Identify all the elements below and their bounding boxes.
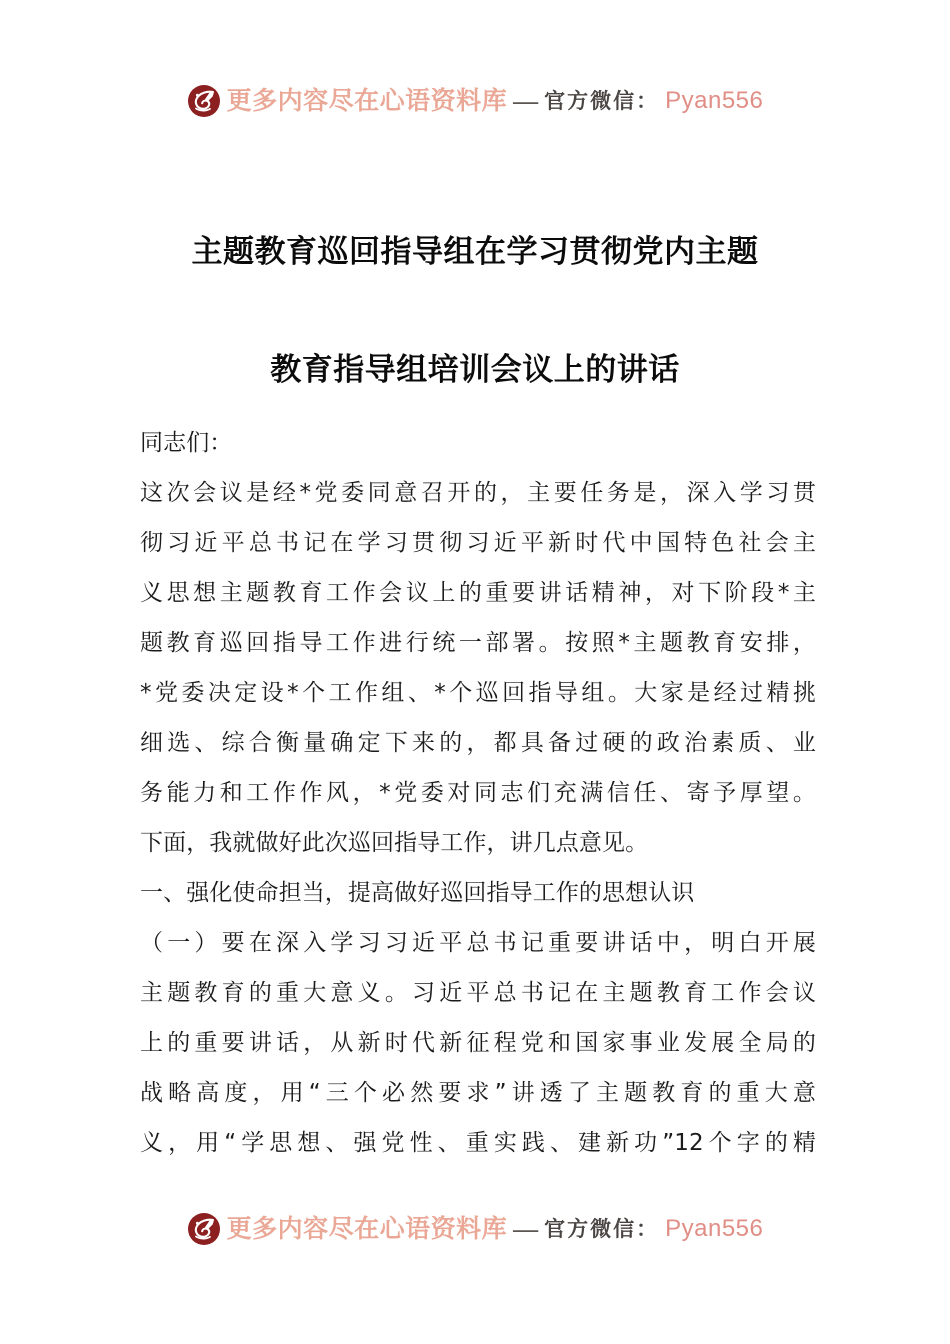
watermark-wechat-handle: Pyan556 [665, 1215, 764, 1242]
watermark-footer [0, 1212, 950, 1246]
body-line: 义，用“学思想、强党性、重实践、建新功”12个字的精 [140, 1130, 816, 1156]
body-line: （一）要在深入学习习近平总书记重要讲话中，明白开展 [140, 930, 816, 956]
body-line: 义思想主题教育工作会议上的重要讲话精神，对下阶段*主 [140, 580, 816, 606]
watermark-dash: — [513, 87, 539, 115]
watermark-dash: — [513, 1215, 539, 1243]
brand-logo-icon [187, 84, 221, 118]
body-line: 细选、综合衡量确定下来的，都具备过硬的政治素质、业 [140, 730, 816, 756]
body-line: 彻习近平总书记在学习贯彻习近平新时代中国特色社会主 [140, 530, 816, 556]
body-line: *党委决定设*个工作组、*个巡回指导组。大家是经过精挑 [140, 680, 816, 706]
body-line: 题教育巡回指导工作进行统一部署。按照*主题教育安排， [140, 630, 816, 656]
watermark-wechat-label: 官方微信： [544, 88, 660, 113]
watermark-wechat-handle: Pyan556 [665, 87, 764, 114]
document-body [140, 418, 816, 1168]
body-line: 主题教育的重大意义。习近平总书记在主题教育工作会议 [140, 980, 816, 1006]
page-title [118, 193, 832, 429]
body-heading-one: 一、强化使命担当，提高做好巡回指导工作的思想认识 [140, 880, 695, 906]
page-title-line-2: 教育指导组培训会议上的讲话 [270, 351, 680, 388]
watermark-main-text: 更多内容尽在心语资料库 [226, 87, 508, 115]
body-line: 战略高度，用“三个必然要求”讲透了主题教育的重大意 [140, 1080, 816, 1106]
body-line: 下面，我就做好此次巡回指导工作，讲几点意见。 [140, 830, 649, 856]
watermark-header [0, 84, 950, 118]
page-title-line-1: 主题教育巡回指导组在学习贯彻党内主题 [191, 233, 759, 270]
watermark-main-text: 更多内容尽在心语资料库 [226, 1215, 508, 1243]
body-salutation: 同志们： [140, 430, 233, 456]
body-line: 务能力和工作作风，*党委对同志们充满信任、寄予厚望。 [140, 780, 816, 806]
watermark-wechat-label: 官方微信： [544, 1216, 660, 1241]
brand-logo-icon [187, 1212, 221, 1246]
body-line: 这次会议是经*党委同意召开的，主要任务是，深入学习贯 [140, 480, 816, 506]
body-line: 上的重要讲话，从新时代新征程党和国家事业发展全局的 [140, 1030, 816, 1056]
